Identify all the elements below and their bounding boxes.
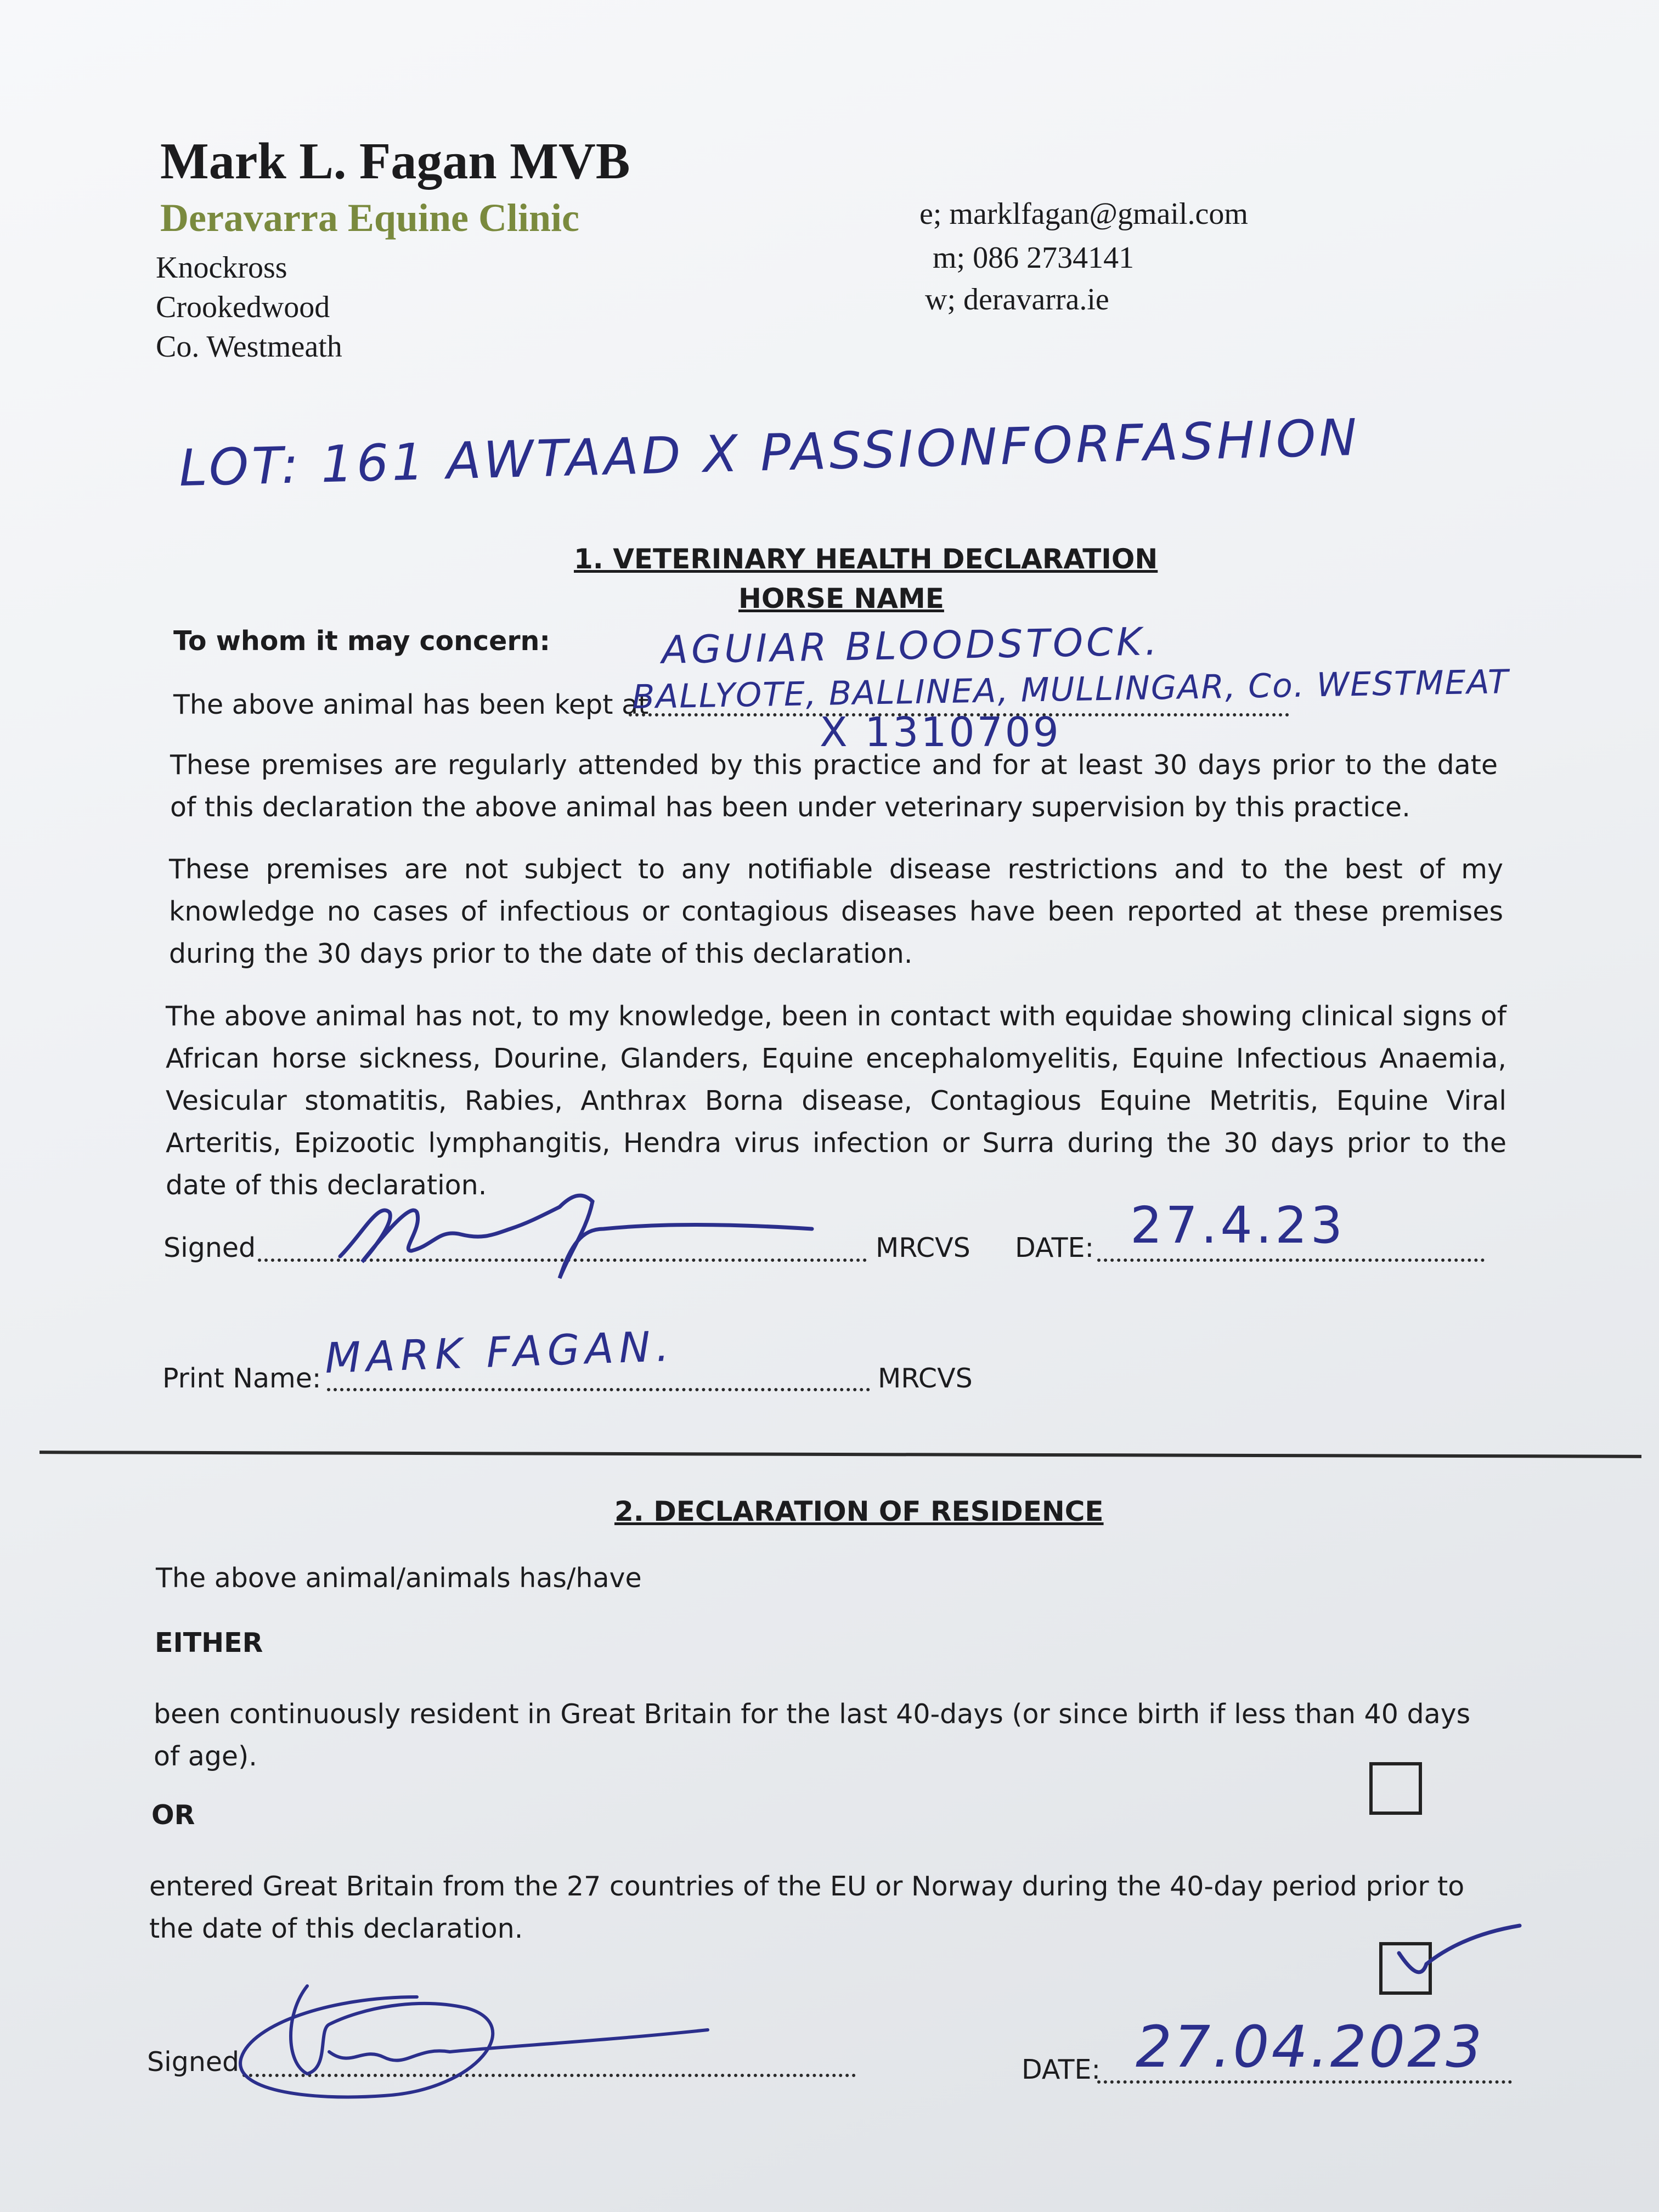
or-label: OR <box>151 1799 195 1831</box>
date-label-2: DATE: <box>1022 2054 1101 2085</box>
clinic-address <box>156 248 342 366</box>
date-label: DATE: <box>1015 1232 1094 1263</box>
paragraph-supervision: These premises are regularly attended by this practice and for at least 30 days prior to the date of this declaration the above animal has been under veterinary supervision by this practice. <box>170 749 1498 823</box>
section1-subtitle: HORSE NAME <box>738 583 944 614</box>
salutation: To whom it may concern: <box>173 625 550 657</box>
handwritten-date-1: 27.4.23 <box>1130 1196 1346 1255</box>
paragraph-restrictions: These premises are not subject to any notifiable disease restrictions and to the best of my knowledge no cases of infectious or contagious diseases have been reported at these premises during the 30 days prior to the date of this declaration. <box>169 854 1503 969</box>
handwritten-lot: LOT: 161 AWTAAD X PASSIONFORFASHION <box>178 408 1361 498</box>
signature-2 <box>219 1964 724 2107</box>
paragraph-contact: The above animal has not, to my knowledge, been in contact with equidae showing clinical signs of African horse sickness, Dourine, Glanders, Equine encephalomyelitis, Equine Infectious Anaemia, Vesicular stomatitis, Rabies, Anthrax Borna disease, Contagious Equine Metritis, Equine Viral Arteritis, Epizootic lymphangitis, Hendra virus infection or Surra during the 30 days prior to the date of this declaration. <box>166 1001 1506 1201</box>
contact-web: w; deravarra.ie <box>925 283 1109 317</box>
check-mark-icon <box>1388 1920 1531 1997</box>
handwritten-print-name: MARK FAGAN. <box>324 1321 675 1383</box>
signed-label: Signed <box>163 1232 256 1263</box>
option1-text: been continuously resident in Great Britain for the last 40-days (or since birth if less than 40 days of age). <box>154 1699 1471 1772</box>
contact-mobile: m; 086 2734141 <box>933 241 1135 275</box>
handwritten-date-2: 27.04.2023 <box>1136 2013 1485 2080</box>
option2-text: entered Great Britain from the 27 countries of the EU or Norway during the 40-day period prior to the date of this declaration. <box>149 1871 1465 1944</box>
mrcvs-label-2: MRCVS <box>878 1363 973 1394</box>
address-line: Crookedwood <box>156 290 330 324</box>
section-divider <box>40 1451 1641 1458</box>
section2-title: 2. DECLARATION OF RESIDENCE <box>614 1496 1104 1527</box>
kept-label: The above animal has been kept at <box>173 689 649 720</box>
signed-label-2: Signed <box>147 2046 240 2078</box>
date-2-dotted-line <box>1097 2080 1512 2084</box>
either-label: EITHER <box>155 1627 263 1658</box>
signature-1 <box>329 1169 823 1295</box>
section1-title: 1. VETERINARY HEALTH DECLARATION <box>574 543 1158 575</box>
vet-name: Mark L. Fagan MVB <box>160 133 630 190</box>
handwritten-premises: BALLYOTE, BALLINEA, MULLINGAR, Co. WESTMEAT <box>631 663 1510 716</box>
residence-intro: The above animal/animals has/have <box>156 1562 642 1594</box>
address-line: Co. Westmeath <box>156 330 342 364</box>
print-name-dotted-line <box>327 1388 870 1391</box>
option1-checkbox[interactable] <box>1369 1762 1422 1815</box>
handwritten-owner: AGUIAR BLOODSTOCK. <box>661 619 1161 673</box>
address-line: Knockross <box>156 251 287 285</box>
mrcvs-label: MRCVS <box>876 1232 970 1263</box>
clinic-name: Deravarra Equine Clinic <box>160 196 579 240</box>
print-name-label: Print Name: <box>162 1363 321 1394</box>
handwritten-herd-number: X 1310709 <box>820 709 1061 756</box>
date-dotted-line <box>1097 1259 1485 1262</box>
contact-email: e; marklfagan@gmail.com <box>919 197 1248 231</box>
